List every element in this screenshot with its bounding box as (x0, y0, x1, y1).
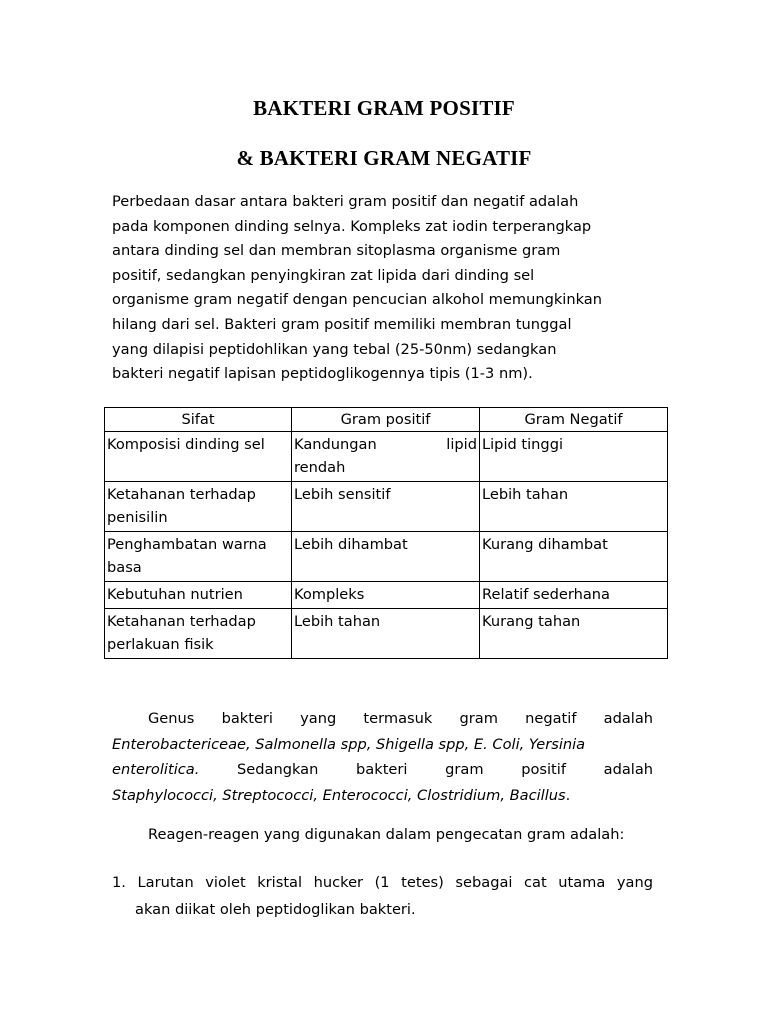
word: adalah (603, 761, 654, 778)
word: negatif (525, 710, 577, 727)
genus-line-4 (112, 783, 653, 809)
list-text: Larutan violet kristal hucker (1 tetes) sebagai cat utama yang (137, 874, 653, 891)
cell-gram-positif: Lebih sensitif (292, 482, 480, 532)
cell-gram-negatif: Kurang dihambat (480, 532, 668, 582)
cell-sifat: Komposisi dinding sel (105, 432, 292, 482)
cell-sifat: Ketahanan terhadap penisilin (105, 482, 292, 532)
intro-line: antara dinding sel dan membran sitoplasma organisme gram (112, 242, 561, 260)
comparison-table (104, 407, 668, 659)
table-row (105, 582, 668, 609)
table-row (105, 482, 668, 532)
gram-positive-species: Staphylococci, Streptococci, Enterococci, Clostridium, Bacillus (112, 786, 566, 804)
intro-line: organisme gram negatif dengan pencucian alkohol memungkinkan (112, 291, 602, 309)
species-name: enterolitica. (112, 761, 200, 778)
cell-gram-negatif: Relatif sederhana (480, 582, 668, 609)
list-number: 1. (112, 874, 126, 891)
word: Genus (148, 710, 195, 727)
word: bakteri (221, 710, 273, 727)
word: positif (521, 761, 566, 778)
list-item-line-1 (112, 869, 653, 896)
cell-gram-negatif: Lebih tahan (480, 482, 668, 532)
reagent-intro: Reagen-reagen yang digunakan dalam pengecatan gram adalah: (148, 826, 625, 843)
header-gram-negatif: Gram Negatif (480, 408, 668, 432)
genus-paragraph (112, 706, 653, 808)
title-line-2: & BAKTERI GRAM NEGATIF (236, 146, 532, 170)
cell-gram-negatif: Lipid tinggi (480, 432, 668, 482)
genus-line-3 (112, 757, 653, 783)
header-sifat: Sifat (105, 408, 292, 432)
cell-gram-negatif: Kurang tahan (480, 609, 668, 659)
word: termasuk (363, 710, 433, 727)
cell-gram-positif: Kompleks (292, 582, 480, 609)
word: adalah (603, 710, 654, 727)
reagent-list (112, 869, 653, 923)
period: . (565, 786, 571, 804)
cell-text: rendah (294, 459, 346, 476)
title-line-1: BAKTERI GRAM POSITIF (253, 96, 515, 120)
word: bakteri (356, 761, 408, 778)
intro-paragraph (112, 190, 672, 387)
genus-species-list: Enterobactericeae, Salmonella spp, Shigella spp, E. Coli, Yersinia (112, 735, 586, 753)
table-row (105, 432, 668, 482)
cell-sifat: Penghambatan warna basa (105, 532, 292, 582)
cell-sifat: Ketahanan terhadap perlakuan fisik (105, 609, 292, 659)
cell-text: lipid (446, 436, 477, 453)
word: gram (445, 761, 484, 778)
table-row (105, 609, 668, 659)
intro-line: Perbedaan dasar antara bakteri gram positif dan negatif adalah (112, 193, 579, 210)
word: Sedangkan (237, 761, 319, 778)
genus-line-1 (112, 706, 653, 732)
intro-line: pada komponen dinding selnya. Kompleks zat iodin terperangkap (112, 217, 592, 235)
cell-sifat: Kebutuhan nutrien (105, 582, 292, 609)
header-gram-positif: Gram positif (292, 408, 480, 432)
list-item-line-2: akan diikat oleh peptidoglikan bakteri. (135, 901, 416, 918)
cell-gram-positif (292, 432, 480, 482)
word: yang (300, 710, 337, 727)
cell-text: Kandungan (294, 436, 377, 453)
intro-line: yang dilapisi peptidohlikan yang tebal (25-50nm) sedangkan (112, 340, 557, 358)
cell-gram-positif: Lebih dihambat (292, 532, 480, 582)
cell-gram-positif: Lebih tahan (292, 609, 480, 659)
intro-line: bakteri negatif lapisan peptidoglikogennya tipis (1-3 nm). (112, 365, 533, 383)
intro-line: hilang dari sel. Bakteri gram positif memiliki membran tunggal (112, 315, 572, 333)
intro-line: positif, sedangkan penyingkiran zat lipida dari dinding sel (112, 266, 535, 284)
table-header-row (105, 408, 668, 432)
table-row (105, 532, 668, 582)
word: gram (459, 710, 498, 727)
